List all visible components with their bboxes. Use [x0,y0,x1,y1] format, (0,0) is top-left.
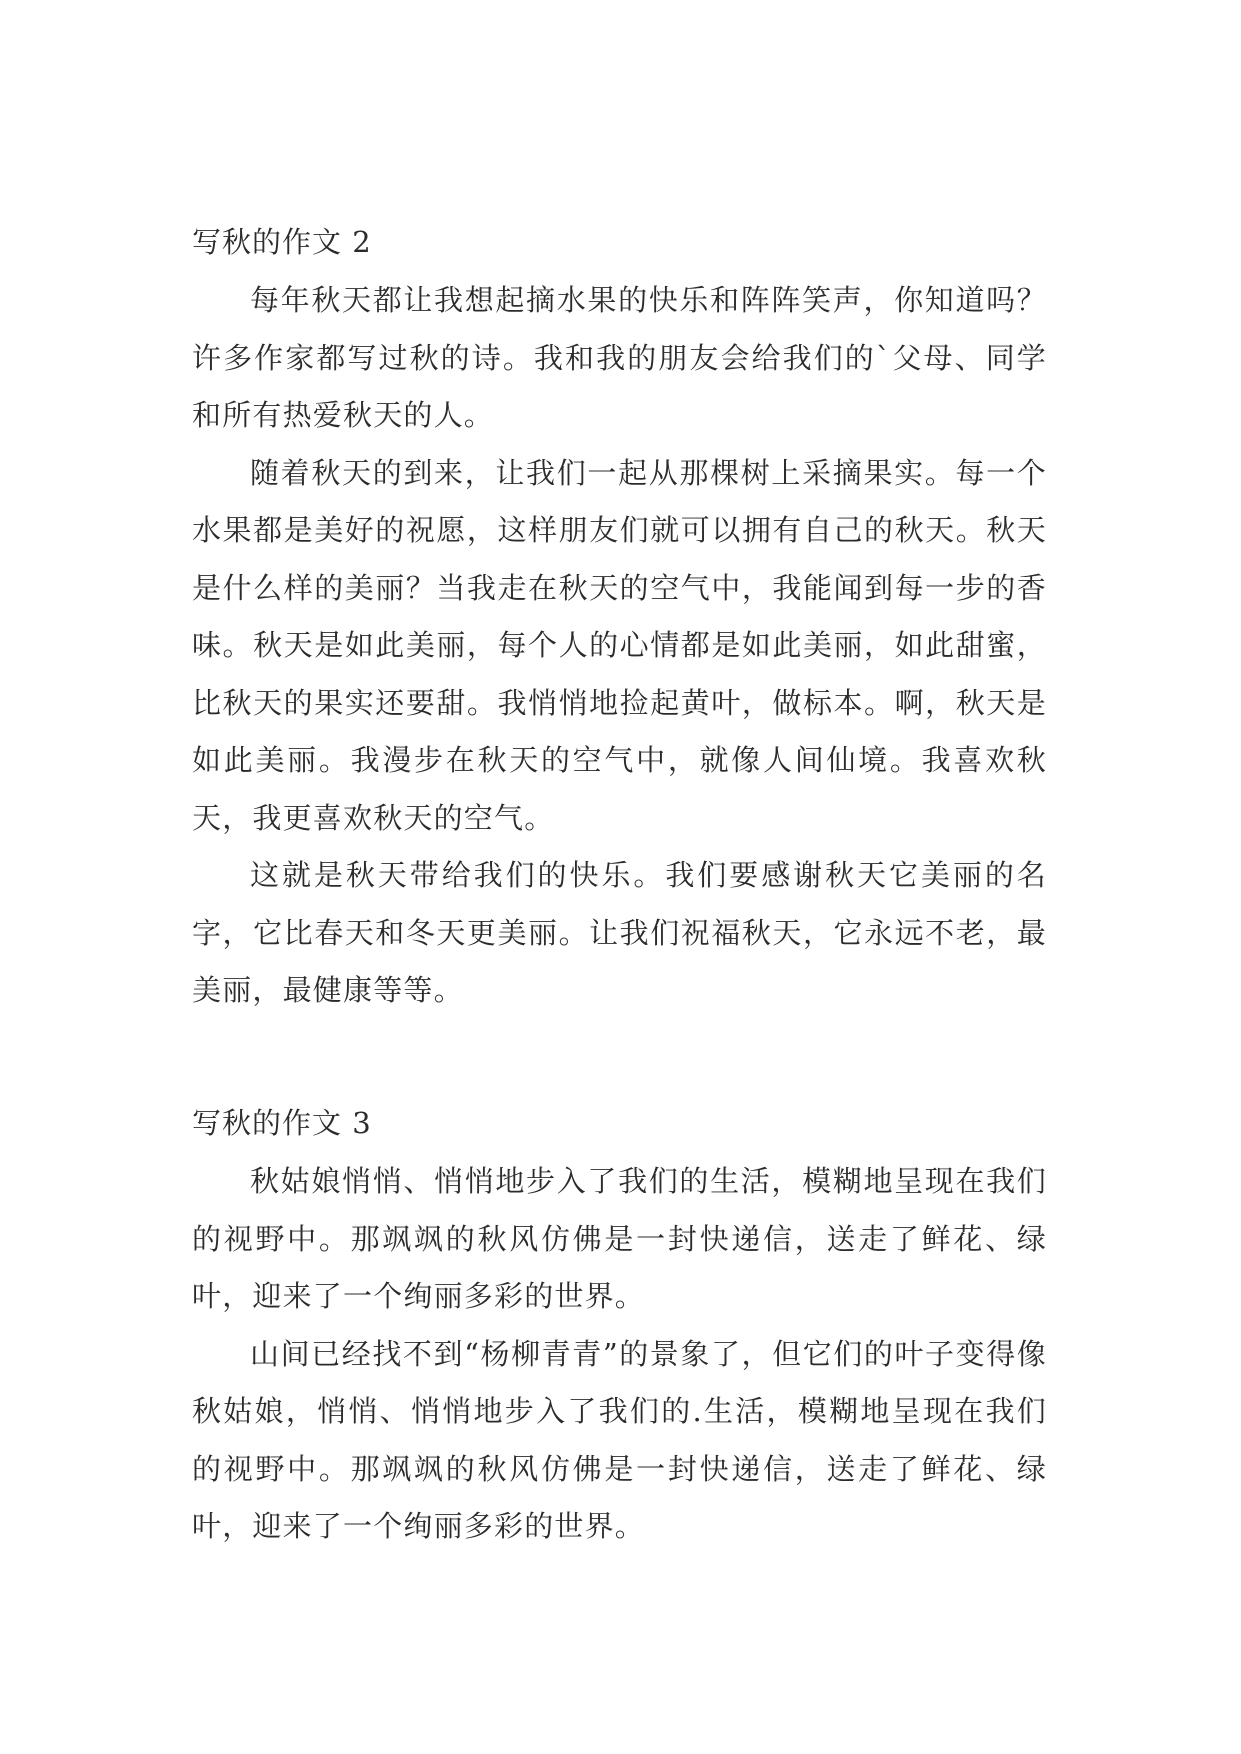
essay-title: 写秋的作文 2 [192,225,372,259]
essay-section-2 [192,212,1047,1020]
paragraph: 随着秋天的到来，让我们一起从那棵树上采摘果实。每一个水果都是美好的祝愿，这样朋友们就可以拥有自己的秋天。秋天是什么样的美丽？当我走在秋天的空气中，我能闻到每一步的香味。秋天是如此美丽，每个人的心情都是如此美丽，如此甜蜜，比秋天的果实还要甜。我悄悄地捡起黄叶，做标本。啊，秋天是如此美丽。我漫步在秋天的空气中，就像人间仙境。我喜欢秋天，我更喜欢秋天的空气。 [192,455,1047,835]
essay-section-3 [192,1093,1047,1556]
paragraph: 山间已经找不到“杨柳青青”的景象了，但它们的叶子变得像秋姑娘，悄悄、悄悄地步入了我们的.生活，模糊地呈现在我们的视野中。那飒飒的秋风仿佛是一封快递信，送走了鲜花、绿叶，迎来了一个绚丽多彩的世界。 [192,1336,1047,1543]
essay-title: 写秋的作文 3 [192,1106,372,1140]
paragraph: 每年秋天都让我想起摘水果的快乐和阵阵笑声，你知道吗？许多作家都写过秋的诗。我和我的朋友会给我们的`父母、同学和所有热爱秋天的人。 [192,283,1047,432]
paragraph: 这就是秋天带给我们的快乐。我们要感谢秋天它美丽的名字，它比春天和冬天更美丽。让我们祝福秋天，它永远不老，最美丽，最健康等等。 [192,858,1047,1007]
paragraph: 秋姑娘悄悄、悄悄地步入了我们的生活，模糊地呈现在我们的视野中。那飒飒的秋风仿佛是一封快递信，送走了鲜花、绿叶，迎来了一个绚丽多彩的世界。 [192,1164,1047,1313]
